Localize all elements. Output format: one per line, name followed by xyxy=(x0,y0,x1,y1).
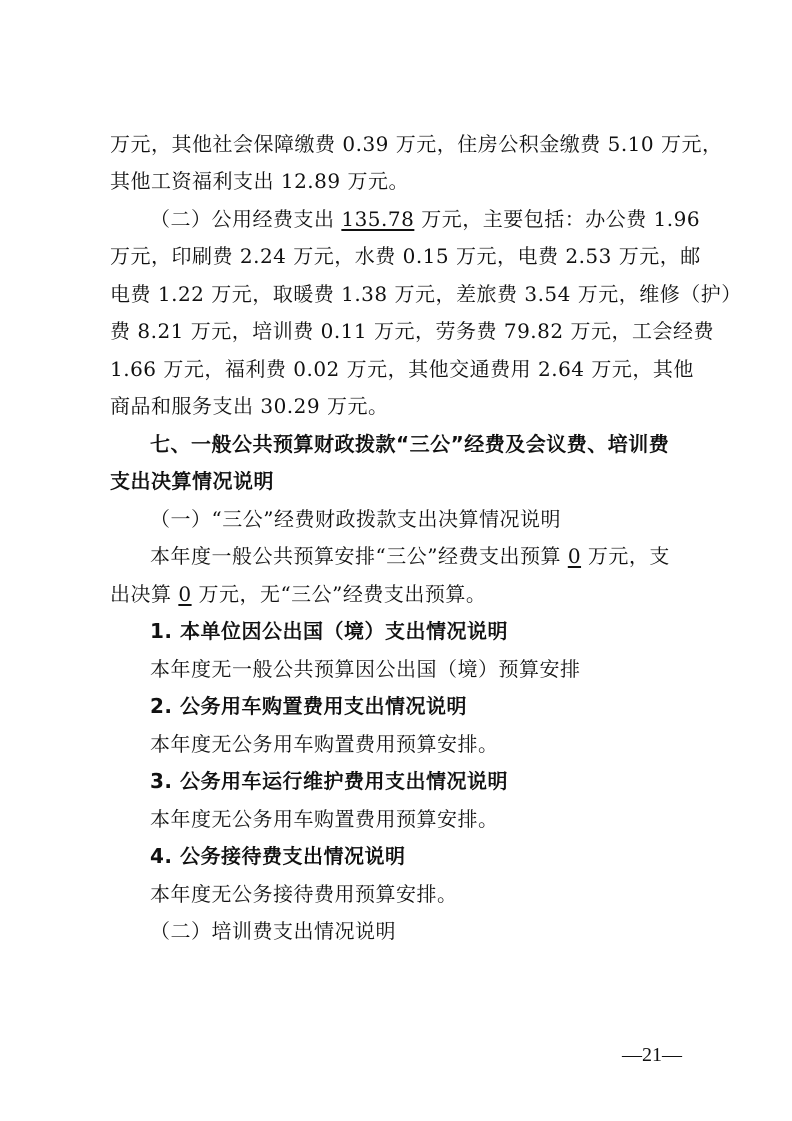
paragraph-line-8: 商品和服务支出 30.29 万元。 xyxy=(110,394,389,418)
line-13-pre: 出决算 xyxy=(110,582,179,606)
paragraph-line-5: 电费 1.22 万元，取暖费 1.38 万元，差旅费 3.54 万元，维修（护） xyxy=(110,282,742,306)
paragraph-line-6: 费 8.21 万元，培训费 0.11 万元，劳务费 79.82 万元，工会经费 xyxy=(110,319,714,343)
item-heading-2: 2. 公务用车购置费用支出情况说明 xyxy=(150,694,467,718)
item-text-2: 本年度无公务用车购置费用预算安排。 xyxy=(150,732,499,756)
item-text-4: 本年度无公务接待费用预算安排。 xyxy=(150,882,458,906)
item-text-1: 本年度无一般公共预算因公出国（境）预算安排 xyxy=(150,657,581,681)
subsection-heading-2: （二）培训费支出情况说明 xyxy=(150,919,396,943)
subsection-heading-1: （一）“三公”经费财政拨款支出决算情况说明 xyxy=(150,507,561,531)
item-heading-4: 4. 公务接待费支出情况说明 xyxy=(150,844,406,868)
paragraph-line-2: 其他工资福利支出 12.89 万元。 xyxy=(110,169,409,193)
paragraph-line-1: 万元，其他社会保障缴费 0.39 万元，住房公积金缴费 5.10 万元， xyxy=(110,132,723,156)
public-expense-amount: 135.78 xyxy=(341,207,415,231)
section-heading-7: 七、一般公共预算财政拨款“三公”经费及会议费、培训费 xyxy=(150,432,670,456)
line-12-post: 万元，支 xyxy=(581,544,670,568)
line-3-pre: （二）公用经费支出 xyxy=(150,207,342,231)
paragraph-line-13 xyxy=(110,581,486,607)
page-number: —21— xyxy=(622,1044,682,1066)
item-heading-1: 1. 本单位因公出国（境）支出情况说明 xyxy=(150,619,508,643)
paragraph-line-12 xyxy=(150,543,670,569)
line-3-post: 万元，主要包括：办公费 1.96 xyxy=(414,207,701,231)
item-heading-3: 3. 公务用车运行维护费用支出情况说明 xyxy=(150,769,508,793)
item-text-3: 本年度无公务用车购置费用预算安排。 xyxy=(150,807,499,831)
final-account-amount: 0 xyxy=(178,582,192,606)
section-heading-7-cont: 支出决算情况说明 xyxy=(110,469,274,493)
paragraph-line-7: 1.66 万元，福利费 0.02 万元，其他交通费用 2.64 万元，其他 xyxy=(110,357,694,381)
line-13-post: 万元，无“三公”经费支出预算。 xyxy=(191,582,487,606)
paragraph-line-4: 万元，印刷费 2.24 万元，水费 0.15 万元，电费 2.53 万元，邮 xyxy=(110,244,701,268)
budget-amount: 0 xyxy=(567,544,582,568)
line-12-pre: 本年度一般公共预算安排“三公”经费支出预算 xyxy=(150,544,568,568)
paragraph-line-3 xyxy=(150,206,700,232)
